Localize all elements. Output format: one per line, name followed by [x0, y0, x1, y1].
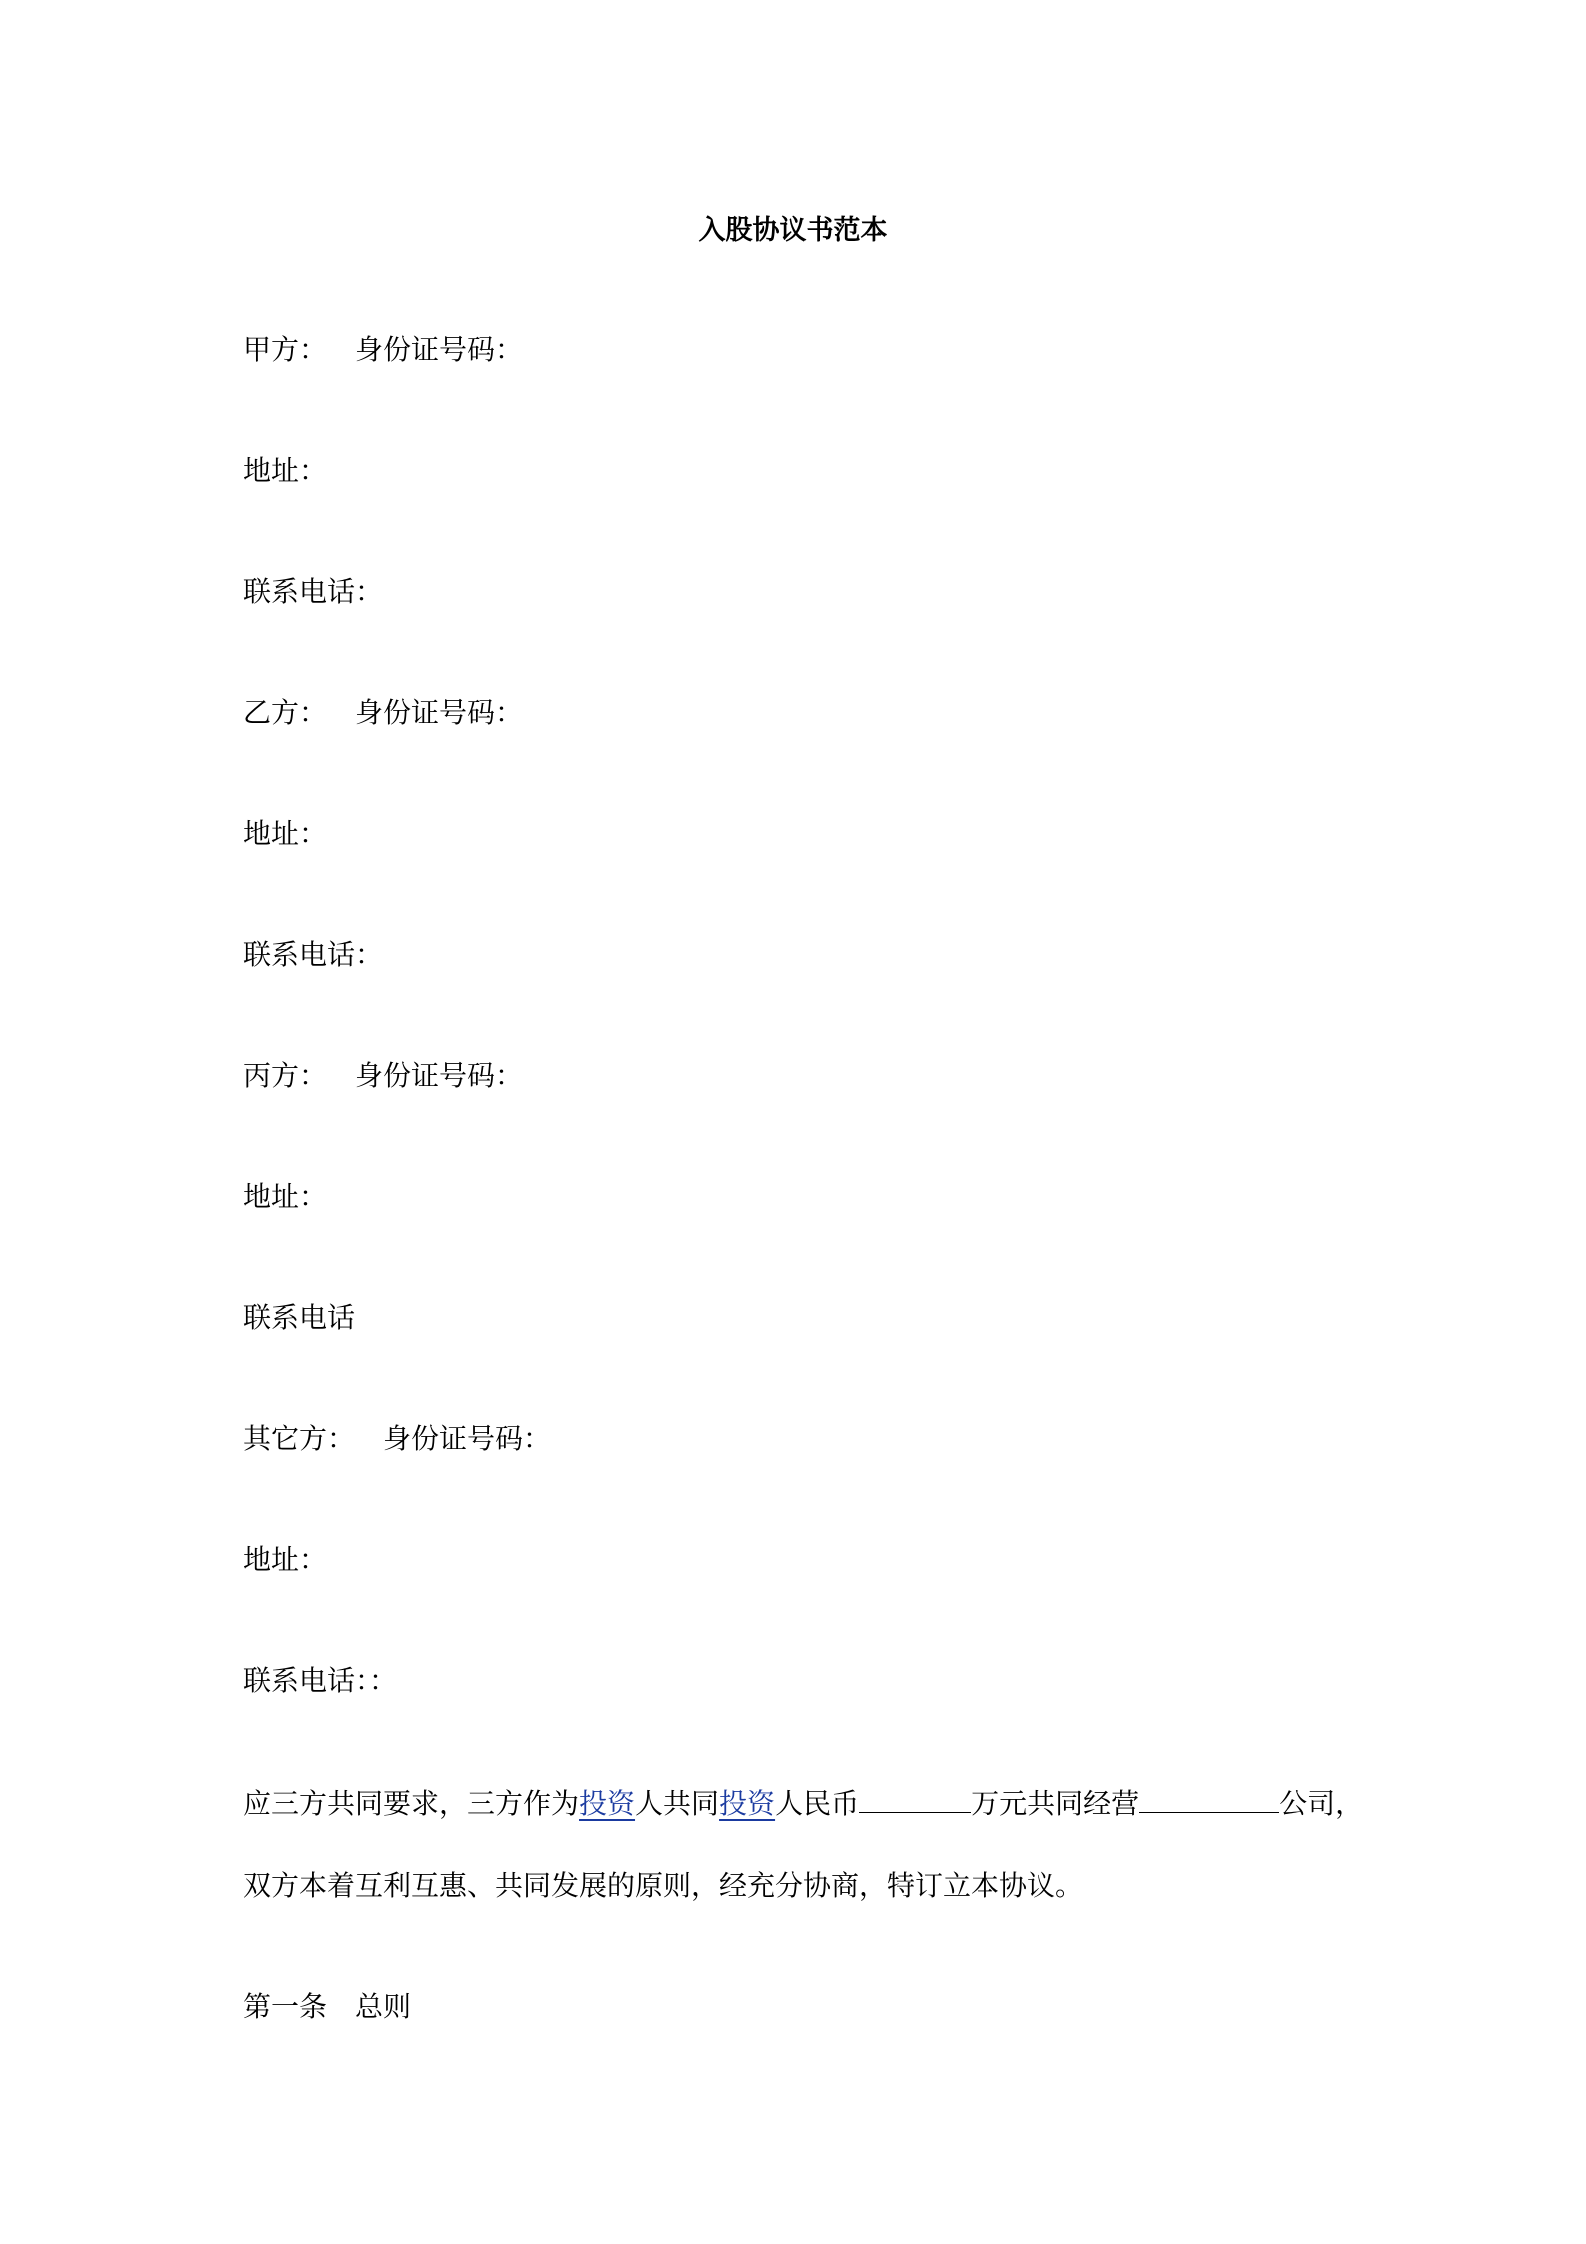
- party-b-label: 乙方：: [243, 696, 328, 729]
- intro-text-4: 万元共同经营: [971, 1787, 1140, 1820]
- party-other-label: 其它方：: [243, 1422, 356, 1455]
- party-a-address-line: [243, 451, 327, 491]
- investment-link-1[interactable]: 投资: [579, 1787, 636, 1820]
- party-c-line: [243, 1056, 523, 1096]
- party-c-phone-label: 联系电话: [243, 1301, 356, 1334]
- party-c-address-label: 地址：: [243, 1180, 328, 1213]
- intro-text-3: 人民币: [775, 1787, 860, 1820]
- intro-line-2: [243, 1866, 1083, 1906]
- party-other-address-label: 地址：: [243, 1543, 328, 1576]
- party-a-address-label: 地址：: [243, 454, 328, 487]
- party-b-id-label: 身份证号码：: [355, 696, 524, 729]
- party-other-phone-line: [243, 1661, 397, 1701]
- party-a-label: 甲方：: [243, 333, 328, 366]
- party-other-phone-label: 联系电话：：: [243, 1664, 398, 1697]
- article-1-heading: [243, 1987, 411, 2027]
- party-b-address-label: 地址：: [243, 817, 328, 850]
- company-name-blank: [1139, 1782, 1279, 1813]
- party-other-line: [243, 1419, 551, 1459]
- investment-link-2[interactable]: 投资: [719, 1787, 776, 1820]
- party-a-line: [243, 330, 523, 370]
- intro-line-1: [243, 1782, 1363, 1824]
- party-b-phone-line: [243, 935, 383, 975]
- party-a-id-label: 身份证号码：: [355, 333, 524, 366]
- party-b-phone-label: 联系电话：: [243, 938, 384, 971]
- party-b-address-line: [243, 814, 327, 854]
- party-b-line: [243, 693, 523, 733]
- party-c-label: 丙方：: [243, 1059, 328, 1092]
- party-other-address-line: [243, 1540, 327, 1580]
- article-1-title: 总则: [355, 1990, 412, 2023]
- intro-text-5: 公司，: [1279, 1787, 1364, 1820]
- party-a-phone-line: [243, 572, 383, 612]
- party-c-phone-line: [243, 1298, 355, 1338]
- party-c-id-label: 身份证号码：: [355, 1059, 524, 1092]
- party-c-address-line: [243, 1177, 327, 1217]
- amount-blank: [859, 1782, 971, 1813]
- party-other-id-label: 身份证号码：: [383, 1422, 552, 1455]
- document-title: 入股协议书范本: [698, 215, 888, 246]
- intro-text-6: 双方本着互利互惠、共同发展的原则，经充分协商，特订立本协议。: [243, 1869, 1084, 1902]
- intro-text-2: 人共同: [635, 1787, 720, 1820]
- party-a-phone-label: 联系电话：: [243, 575, 384, 608]
- intro-text-1: 应三方共同要求，三方作为: [243, 1787, 580, 1820]
- article-1-number: 第一条: [243, 1990, 328, 2023]
